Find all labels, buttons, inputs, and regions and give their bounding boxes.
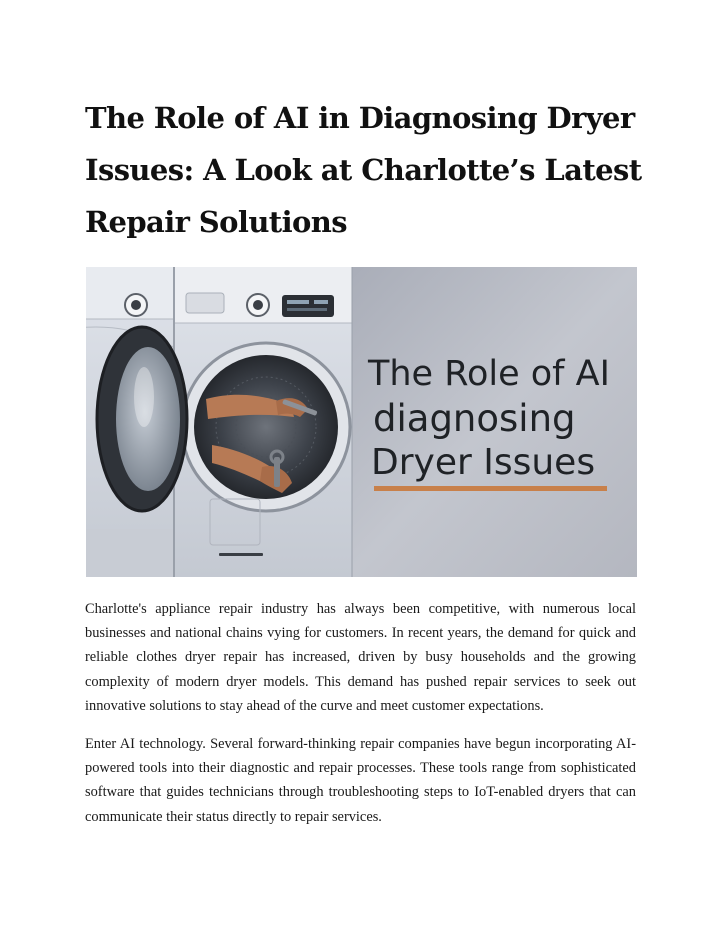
page-title: The Role of AI in Diagnosing Dryer Issues: A Look at Charlotte’s Latest Repair Solutions <box>85 101 642 239</box>
dryer-photo <box>86 267 637 577</box>
overlay-line-3: Dryer Issues <box>371 442 596 483</box>
paragraph-2: Enter AI technology. Several forward-thinking repair companies have begun incorporating AI-powered tools into their diagnostic and repair processes. These tools range from sophisticated software that guides technicians through troubleshooting steps to IoT-enabled dryers that can communicate their status directly to repair services. <box>85 736 636 825</box>
overlay-line-1: The Role of AI <box>368 354 610 394</box>
paragraph-1: Charlotte's appliance repair industry has always been competitive, with numerous local businesses and national chains vying for customers. In recent years, the demand for quick and reliable clothes dryer repair has increased, driven by busy households and the growing complexity of modern dryer models. This demand has pushed repair services to seek out innovative solutions to stay ahead of the curve and meet customer expectations. <box>85 601 636 714</box>
hero-image <box>86 267 637 577</box>
overlay-line-2: diagnosing <box>373 397 576 440</box>
accent-underline <box>374 486 607 491</box>
